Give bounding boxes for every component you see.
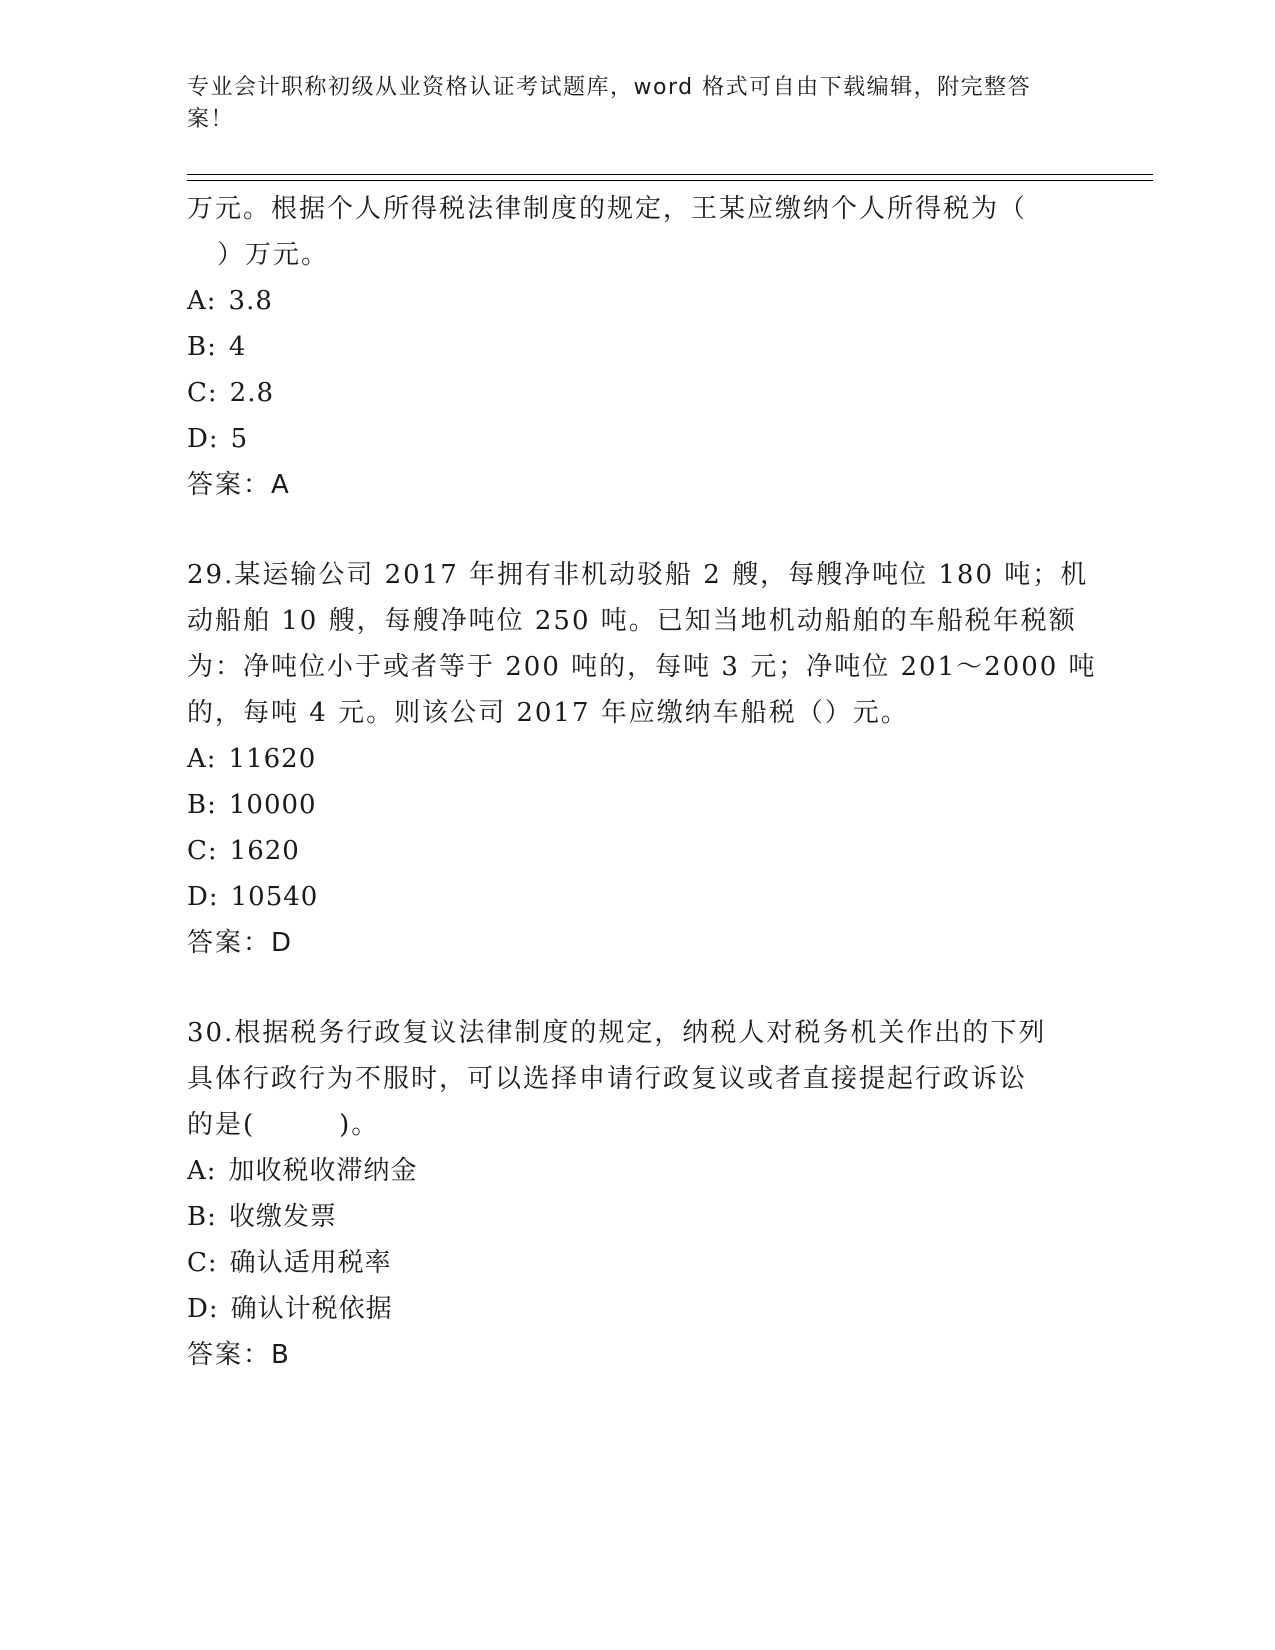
spacer [187,966,1087,1010]
spacer [187,508,1087,552]
option-key: A: [187,286,217,316]
option-value: 2.8 [229,378,275,408]
option-c [187,1240,1087,1286]
option-c [187,828,1087,874]
option-value: 加收税收滞纳金 [228,1156,418,1186]
option-key: B: [187,790,217,820]
option-key: C: [187,1248,218,1278]
question-stem-line: 的是( )。 [187,1110,380,1140]
question-29 [187,552,1097,966]
option-value: 1620 [229,836,300,866]
question-28 [187,186,1087,508]
option-key: D: [187,1294,219,1324]
option-value: 4 [228,332,247,362]
option-d [187,874,1087,920]
option-key: C: [187,836,218,866]
option-a [187,278,1087,324]
question-stem-line: 的，每吨 4 元。则该公司 2017 年应缴纳车船税（）元。 [187,698,909,728]
question-stem-line: 为：净吨位小于或者等于 200 吨的，每吨 3 元；净吨位 201～2000 吨 [187,652,1097,682]
option-b [187,782,1087,828]
option-b [187,324,1087,370]
question-30 [187,1010,1087,1378]
option-value: 确认计税依据 [230,1294,393,1324]
answer-line: 答案：B [187,1340,291,1370]
question-stem-line: ）万元。 [217,240,330,270]
option-value: 3.8 [228,286,273,316]
question-stem-line: 万元。根据个人所得税法律制度的规定，王某应缴纳个人所得税为（ [187,194,1028,224]
answer-line: 答案：A [187,470,291,500]
option-value: 确认适用税率 [229,1248,392,1278]
option-key: C: [187,378,218,408]
option-a [187,736,1087,782]
option-value: 收缴发票 [228,1202,337,1232]
option-c [187,370,1087,416]
option-d [187,416,1087,462]
option-value: 5 [230,424,249,454]
option-key: A: [187,1156,217,1186]
option-key: A: [187,744,217,774]
header-rule-bottom [187,180,1153,181]
option-d [187,1286,1087,1332]
document-body [187,186,1097,1378]
option-key: B: [187,1202,217,1232]
page-header: 专业会计职称初级从业资格认证考试题库，word 格式可自由下载编辑，附完整答案！ [187,75,1032,132]
option-value: 11620 [228,744,317,774]
question-stem-line: 30.根据税务行政复议法律制度的规定，纳税人对税务机关作出的下列 [187,1018,1047,1048]
option-value: 10000 [228,790,317,820]
header-rule-top [187,174,1153,175]
option-key: B: [187,332,217,362]
option-key: D: [187,424,219,454]
option-key: D: [187,882,219,912]
option-b [187,1194,1087,1240]
question-stem-line: 29.某运输公司 2017 年拥有非机动驳船 2 艘，每艘净吨位 180 吨；机 [187,560,1089,590]
answer-line: 答案：D [187,928,294,958]
option-a [187,1148,1087,1194]
question-stem-line: 动船舶 10 艘，每艘净吨位 250 吨。已知当地机动船舶的车船税年税额 [187,606,1077,636]
option-value: 10540 [230,882,319,912]
question-stem-line: 具体行政行为不服时，可以选择申请行政复议或者直接提起行政诉讼 [187,1064,1028,1094]
